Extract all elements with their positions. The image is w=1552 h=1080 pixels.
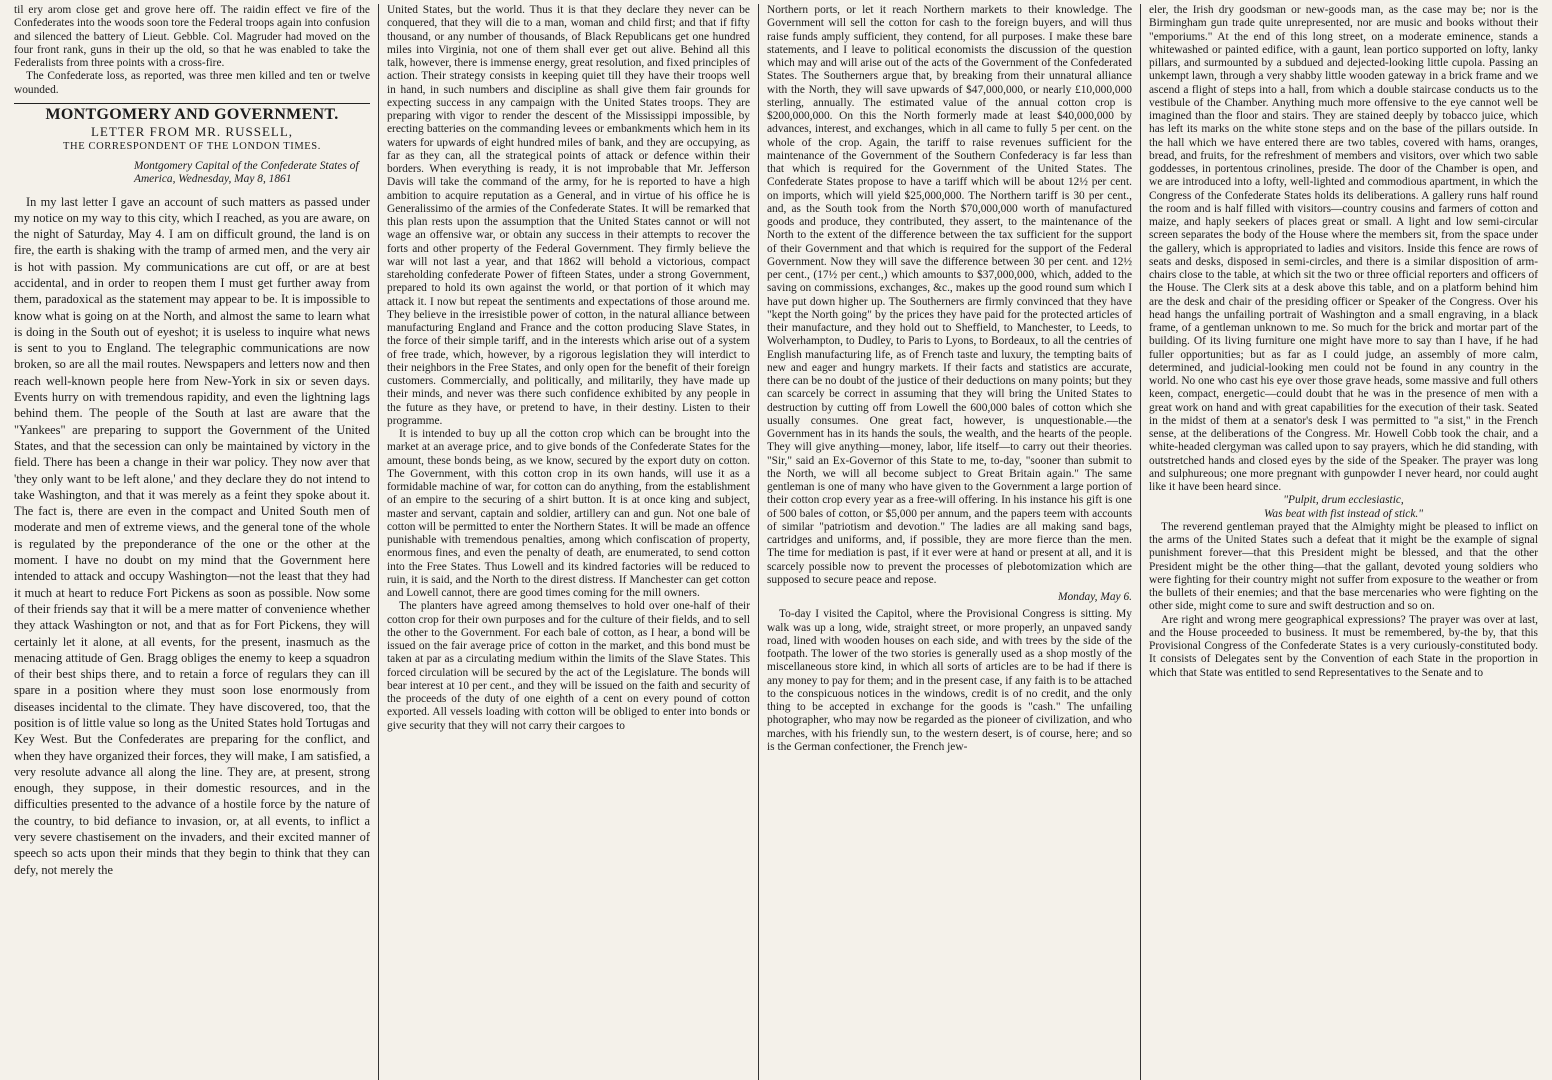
column-3 (758, 4, 1140, 1080)
column-2 (378, 4, 758, 1080)
paragraph: The reverend gentleman prayed that the Almighty might be pleased to inflict on the arms of the United States such a defeat that it might be the example of signal punishment forever—that this President might be blessed, and that the other President might be the other thing—that the gallant, devoted young soldiers who were fighting for their country might not suffer from exposure to the weather or from the bullets of their enemies; and that the base mercenaries who were fighting on the other side, might come to sure and swift destruction and so on. (1149, 520, 1538, 613)
lead-paragraph: In my last letter I gave an account of such matters as passed under my notice on my way to this city, which I reached, as you are aware, on the night of Saturday, May 4. I am on difficult ground, the land is on fire, the earth is shaking with the tramp of armed men, and the very air is hot with passion. My communications are cut off, or are at best accidental, and in order to reopen them I must get further away from them, paradoxical as the statement may appear to be. It is impossible to know what is going on at the North, and almost the same to learn what is doing in the South out of eyeshot; it is useless to inquire what news is sent to you to England. The telegraphic communications are now broken, so are all the mail routes. Newspapers and letters now and then reach well-known people here from New-York in six or seven days. Events hurry on with tremendous rapidity, and even the lightning lags behind them. The people of the South at last are aware that the "Yankees" are preparing to support the Government of the United States, and that the secession can only be maintained by victory in the field. There has been a change in their war policy. They now aver that 'they only want to be left alone,' and they declare they do not intend to take Washington, and that it was merely as a feint they spoke about it. The fact is, there are even in the compact and United South men of moderate and men of extreme views, and the general tone of the whole is regulated by the preponderance of the one or the other at the moment. I have no doubt on my mind that the Government here intended to attack and occupy Washington—not the least that they had it much at heart to reduce Fort Pickens as soon as possible. Now some of their friends say that it will be a mere matter of convenience whether they attack Washington or not, and that as for Fort Pickens, they will certainly let it alone, at all events, for the present, inasmuch as the menacing attitude of Gen. Bragg obliges the enemy to keep a squadron of their best ships there, and to retain a force of regulars they can ill spare in a position where they must soon lose enormously from diseases incidental to the climate. They have discovered, too, that the position is of little value so long as the United States hold Tortugas and Key West. But the Confederates are preparing for the conflict, and when they have organized their forces, they will make, I am satisfied, a very resolute advance all along the line. They are, at present, strong enough, they suppose, in their domestic resources, and in the difficulties presented to the advance of a hostile force by the nature of the country, to bid defiance to invasion, or, at all events, to inflict a very severe chastisement on the invaders, and their excited manner of speech so acts upon their minds that they begin to think that they can defy, not merely the (14, 194, 370, 877)
headline-rule (14, 103, 370, 104)
paragraph: The planters have agreed among themselves to hold over one-half of their cotton crop for their own purposes and for the culture of their fields, and to sell the other to the Government. For each bale of cotton, as I hear, a bond will be issued on the fair average price of cotton in the market, and this bond must be taken at par as a circulating medium within the limits of the Slave States. This forced circulation will be secured by the act of the Legislature. The bonds will bear interest at 10 per cent., and they will be issued on the faith and security of the proceeds of the duty of one eighth of a cent on every pound of cotton exported. All vessels loading with cotton will be obliged to enter into bonds or give security that they will not carry their cargoes to (387, 600, 750, 732)
casualty-paragraph: The Confederate loss, as reported, was three men killed and ten or twelve wounded. (14, 70, 370, 96)
column-1 (6, 4, 378, 1080)
paragraph: It is intended to buy up all the cotton crop which can be brought into the market at an average price, and to give bonds of the Confederate States for the amount, these bonds being, as we know, secured by the export duty on cotton. The Government, with this cotton crop in its own hands, will use it as a formidable machine of war, for cotton can do anything, from the establishment of an empire to the securing of a shirt button. It is at once king and subject, master and servant, captain and soldier, artillery can and gun. Not one bale of cotton will be permitted to enter the Northern States. It will be made an offence punishable with tremendous penalties, among which confiscation of property, enormous fines, and even the penalty of death, are enumerated, to send cotton into the Free States. Thus Lowell and its kindred factories will be reduced to ruin, it is said, and the North to the direst distress. If Manchester can get cotton and Lowell cannot, there are good times coming for the mill owners. (387, 428, 750, 599)
column-4 (1140, 4, 1546, 1080)
verse-line: "Pulpit, drum ecclesiastic, (1283, 494, 1404, 507)
verse-line: Was beat with fist instead of stick." (1263, 507, 1424, 520)
article-subhead: LETTER FROM MR. RUSSELL, (90, 124, 294, 139)
article-byline: THE CORRESPONDENT OF THE LONDON TIMES. (63, 141, 321, 153)
section-date: Monday, May 6. (1057, 591, 1132, 603)
article-dateline: Montgomery Capital of the Confederate States of America, Wednesday, May 8, 1861 (134, 160, 378, 186)
paragraph: United States, but the world. Thus it is that they declare they never can be conquered, that they will die to a man, woman and child first; and that if fifty thousand, or any number of thousands, of Black Republicans get one hundred miles into Virginia, not one of them shall ever get out alive. Behind all this talk, however, there is immense energy, great resolution, and fixed principles of action. Their strategy consists in keeping quiet till they have their troops well in hand, in such numbers and discipline as shall give them fair grounds for expecting success in any campaign with the United States troops. They are preparing with vigor to render the descent of the Mississippi impossible, by erecting batteries on the commanding levees or embankments which hem in its waters for upwards of eight hundred miles of bank, and they are occupying, as far as they can, all the strategical points of attack or defence within their borders. When everything is ready, it is not improbable that Mr. Jefferson Davis will take the command of the army, for he is reported to have a high ambition to acquire reputation as a General, and in virtue of his office he is Generalissimo of the armies of the Confederate States. It will be remarked that this plan rests upon the assumption that the United States cannot or will not wage an offensive war, or obtain any success in their attempts to recover the forts and other property of the Federal Government. They firmly believe the war will not last a year, and that 1862 will behold a victorious, compact stareholding confederate Power of fifteen States, under a strong Government, prepared to hold its own against the world, or that portion of it which may attack it. I now but repeat the sentiments and expectations of those around me. They believe in the irresistible power of cotton, in the natural alliance between manufacturing England and France and the cotton producing Slave States, in the force of their simple tariff, and in the interests which arise out of a system of free trade, which, however, by a rigorous legislation they will interdict to their neighbors in the Free States, and only open for the benefit of their foreign customers. Commercially, and politically, and militarily, they have made up their minds, and never was there such confidence exhibited by any people in the future as they have, or pretend to have, in their destiny. Listen to their programme. (387, 4, 750, 427)
paragraph: To-day I visited the Capitol, where the Provisional Congress is sitting. My walk was up a long, wide, straight street, or more properly, an unpaved sandy road, lined with wooden houses on each side, and with trees by the side of the footpath. The lower of the two stories is generally used as a shop mostly of the miscellaneous store kind, in which all sorts of articles are to be had if there is any money to pay for them; and in the present case, if any faith is to be attached to the conspicuous notices in the windows, credit is of no credit, and the only thing to be accepted in exchange for the goods is "cash." The unfailing photographer, who may now be regarded as the pioneer of civilization, and who marches, with his friendly sun, to the western desert, is of course, here; and so is the German confectioner, the French jew- (767, 608, 1132, 753)
paragraph: eler, the Irish dry goodsman or new-goods man, as the case may be; nor is the Birmingham gun trade quite unrepresented, nor are music and books without their "emporiums." At the end of this long street, on a moderate eminence, stands a whitewashed or painted edifice, with a gaunt, lean portico supported on lofty, lanky pillars, and surmounted by a subdued and dejected-looking little cupola. Passing an unkempt lawn, through a very shabby little wooden gateway in a brick frame and we ascend a flight of steps into a hall, from which a double staircase conducts us to the vestibule of the Chamber. Anything much more offensive to the eye cannot well be imagined than the floor and stairs. They are stained deeply by tobacco juice, which has left its marks on the white stone steps and on the base of the pillars outside. In the hall which we have entered there are two tables, covered with hams, oranges, bread, and fruits, for the refreshment of members and visitors, over which two sable goddesses, in portentous crinolines, preside. The door of the Chamber is open, and we are introduced into a lofty, well-lighted and commodious apartment, in which the Congress of the Confederate States holds its deliberations. A gallery runs half round the room and is half filled with visitors—country cousins and farmers of cotton and maize, and haply seekers of places great or small. A light and low semi-circular screen separates the body of the House where the members sit, from the space under the gallery, which is appropriated to ladies and visitors. Inside this fence are rows of seats and desks, disposed in semi-circles, and there is a similar disposition of arm-chairs close to the table, at which sit the two or three official reporters and officers of the House. The Clerk sits at a desk above this table, and on a platform behind him are the desk and chair of the presiding officer or Speaker of the Congress. Over his head hangs the unfailing portrait of Washington and a small engraving, in a black frame, of a gentleman unknown to me. So much for the brick and mortar part of the building. Of its living furniture one might have more to say than I have, if he had fuller opportunities; but as far as I could judge, an assembly of more calm, determined, and judicial-looking men could not be found in any country in the world. No one who cast his eye over those grave heads, some massive and full others keen, compact, energetic—could doubt that he was in the presence of men with a great work on hand and with great capabilities for the execution of their task. Seated in the midst of them at a senator's desk I was permitted to "a sist," in the French sense, at the deliberations of the Congress. Mr. Howell Cobb took the chair, and a white-headed clergyman was called upon to say prayers, which he did standing, with outstretched hands and closed eyes by the side of the Speaker. The prayer was long and sulphureous; one more pregnant with gunpowder I never heard, nor could aught like it have been heard since. (1149, 4, 1538, 493)
paragraph: Are right and wrong mere geographical expressions? The prayer was over at last, and the House proceeded to business. It must be remembered, by-the by, that this Provisional Congress of the Confederate States is a very curiously-constituted body. It consists of Delegates sent by the Convention of each State in the proportion in which that State was entitled to send Representatives to the Senate and to (1149, 613, 1538, 679)
article-headline: MONTGOMERY AND GOVERNMENT. (45, 105, 339, 123)
battle-report-paragraph: til ery arom close get and grove here off. The raidin effect ve fire of the Confederates into the woods soon tore the Federal troops again into confusion and silenced the battery of Lieut. Gebble. Col. Magruder had moved on the four front rank, guns in their up the old, so that he was enabled to take the Federalists from three points with a cross-fire. (14, 4, 370, 69)
paragraph: Northern ports, or let it reach Northern markets to their knowledge. The Government will sell the cotton for cash to the foreign buyers, and will thus raise funds amply sufficient, they contend, for all purposes. I make these bare statements, and I leave to political economists the discussion of the question which may and will arise out of the acts of the Government of the Confederated States. The Southerners argue that, by breaking from their unnatural alliance with the North, they will save upwards of $47,000,000, or nearly £10,000,000 sterling, annually. The estimated value of the annual cotton crop is $200,000,000. On this the North formerly made at least $40,000,000 by advances, interest, and exchanges, which in all came to fully 5 per cent. on the whole of the crop. Again, the tariff to raise revenues sufficient for the maintenance of the Government of the Southern Confederacy is far less than that which is required for the Government of the United States. The Confederate States propose to have a tariff which will be about 12½ per cent. on imports, which will yield $25,000,000. The Northern tariff is 30 per cent., and, as the South took from the North $70,000,000 worth of manufactured goods and produce, they contributed, they assert, to the maintenance of the North to the extent of the difference between the tax sufficient for the support of their Government and that which is required for the support of the Federal Government. Now they will save the difference between 30 per cent. and 12½ per cent., (17½ per cent.,) which amounts to $37,000,000, which, added to the saving on commissions, exchanges, &c., makes up the good round sum which I have put down higher up. The Southerners are firmly convinced that they have "kept the North going" by the prices they have paid for the protected articles of their manufacture, and they hold out to Sheffield, to Manchester, to Leeds, to Wolverhampton, to Dudley, to Paris to Lyons, to Bordeaux, to all the centries of English manufacturing life, as of French taste and luxury, the tempting baits of new and eager and hungry markets. If their facts and statistics are accurate, there can be no doubt of the justice of their deductions on many points; but they can scarcely be correct in assuming that they will bring the United States to destruction by cutting off from Lowell the 600,000 bales of cotton which she usually consumes. One great fact, however, is unquestionable.—the Government has in its hands the souls, the wealth, and the hearts of the people. They will give anything—money, labor, life itself—to carry out their theories. "Sir," said an Ex-Governor of this State to me, to-day, "sooner than submit to the North, we will all become subject to Great Britain again." The same gentleman is one of many who have given to the Government a large portion of their cotton crop every year as a free-will offering. In his instance his gift is one of 500 bales of cotton, or $5,000 per annum, and the papers teem with accounts of similar "patriotism and devotion." The ladies are all making sand bags, cartridges and uniforms, and, if possible, they are more fierce than the men. The time for mediation is past, if it ever were at hand or present at all, and it is scarcely possible now to prevent the processes of plebotomization which are supposed to secure peace and repose. (767, 4, 1132, 586)
